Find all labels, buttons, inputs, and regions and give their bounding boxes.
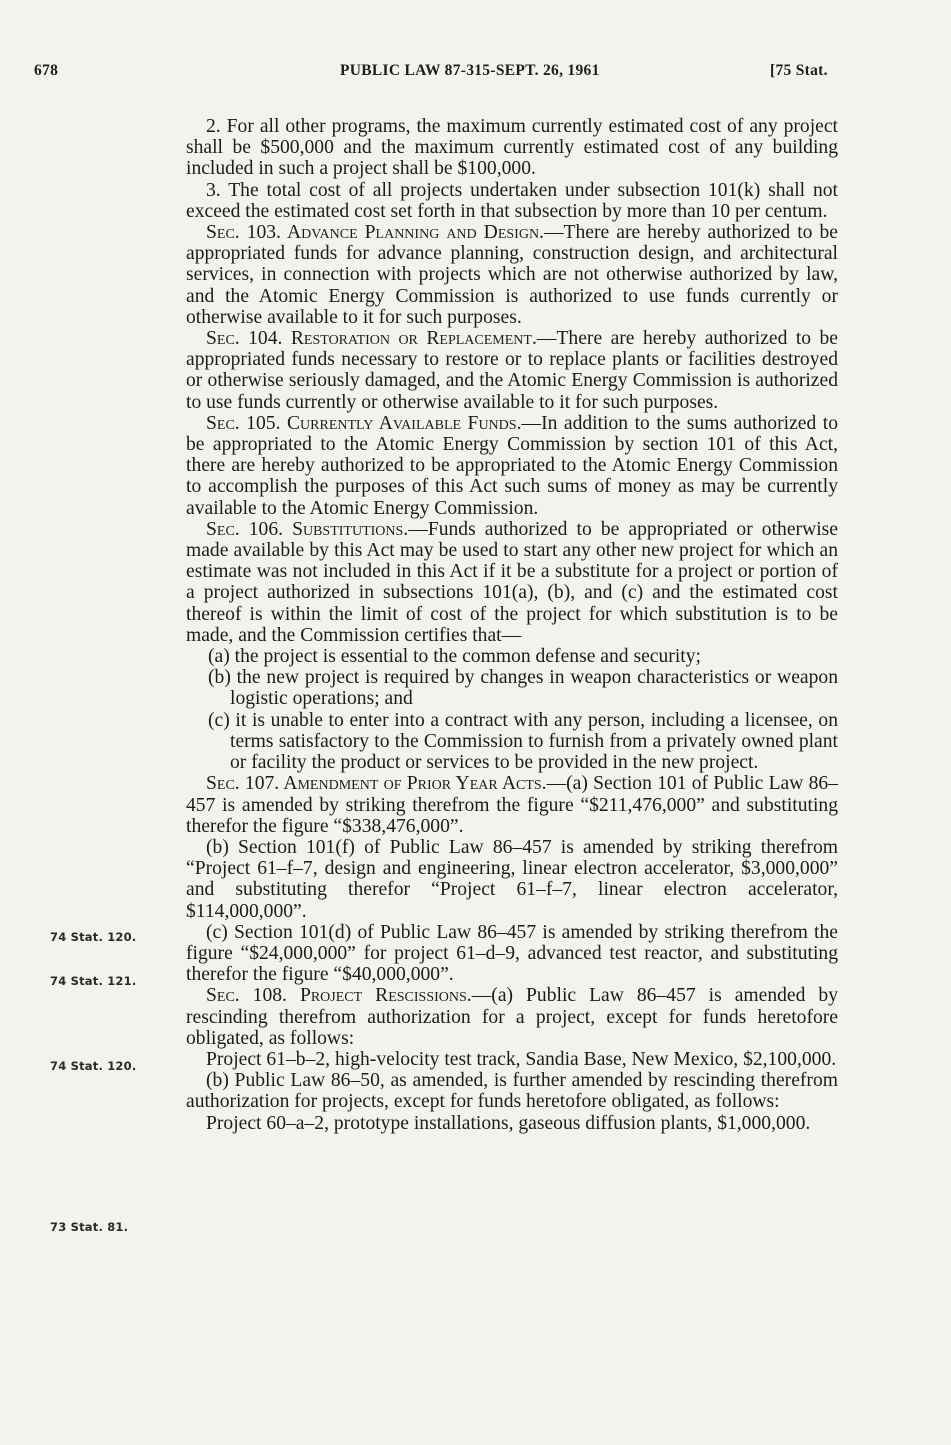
section-text: —(a) Public Law 86–457 is amended by rescinding therefrom authorization for a project, except for funds heretofore obligated, as follows:: [186, 985, 838, 1049]
section-108-project-1: Project 61–b–2, high-velocity test track, Sandia Base, New Mexico, $2,100,000.: [206, 1048, 837, 1070]
margin-note: 74 Stat. 120.: [50, 1059, 137, 1073]
section-107: [186, 773, 838, 837]
section-107-clause-b: (b) Section 101(f) of Public Law 86–457 is amended by striking therefrom “Project 61–f–7, design and engineering, linear electron accelerator, $3,000,000” and substituting therefor “Project 61–f–7, linear electron accelerator, $114,000,000”.: [186, 836, 838, 922]
volume-reference: [75 Stat.: [770, 62, 828, 79]
section-heading: Sec. 105. Currently Available Funds.: [206, 412, 522, 434]
body-text: [186, 116, 838, 1134]
section-106-clause-a: (a) the project is essential to the common defense and security;: [208, 646, 701, 668]
section-text: —(a) Section 101 of Public Law 86–457 is amended by striking therefrom the figure “$211,476,000” and substituting therefor the figure “$338,476,000”.: [186, 773, 838, 837]
section-106-clause-b: (b) the new project is required by changes in weapon characteristics or weapon logistic operations; and: [208, 667, 838, 710]
section-103: [186, 222, 838, 328]
section-108-clause-b: (b) Public Law 86–50, as amended, is further amended by rescinding therefrom authorization for projects, except for funds heretofore obligated, as follows:: [186, 1070, 838, 1113]
section-106: [186, 519, 838, 646]
section-108: [186, 985, 838, 1049]
section-text: —In addition to the sums authorized to be appropriated to the Atomic Energy Commission by section 101 of this Act, there are hereby authorized to be appropriated to the Atomic Energy Commission to accomplish the purposes of this Act such sums of money as may be currently available to the Atomic Energy Commission.: [186, 412, 838, 519]
margin-note: 74 Stat. 120.: [50, 930, 137, 944]
paragraph-item-3: 3. The total cost of all projects undertaken under subsection 101(k) shall not exceed the estimated cost set forth in that subsection by more than 10 per centum.: [186, 179, 838, 222]
margin-note: 73 Stat. 81.: [50, 1220, 129, 1234]
section-heading: Sec. 106. Substitutions.: [206, 518, 409, 540]
page-header: [34, 62, 946, 88]
section-text: —There are hereby authorized to be appropriated funds for advance planning, construction design, and architectural services, in connection with projects which are not otherwise authorized by law, and the Atomic Energy Commission is authorized to use funds currently or otherwise available to it for such purposes.: [186, 222, 838, 328]
section-106-clause-c: (c) it is unable to enter into a contract with any person, including a licensee, on terms satisfactory to the Commission to furnish from a privately owned plant or facility the product or services to be provided in the new project.: [208, 709, 838, 774]
page-number: 678: [34, 62, 59, 79]
section-heading: Sec. 104. Restoration or Replacement.: [206, 328, 537, 350]
section-text: —There are hereby authorized to be appropriated funds necessary to restore or to replace plants or facilities destroyed or otherwise seriously damaged, and the Atomic Energy Commission is authorized to use funds currently or otherwise available to it for such purposes.: [186, 328, 838, 413]
section-108-project-2: Project 60–a–2, prototype installations, gaseous diffusion plants, $1,000,000.: [206, 1112, 811, 1134]
section-text: —Funds authorized to be appropriated or otherwise made available by this Act may be used to start any other new project for which an estimate was not included in this Act if it be a substitute for a project or portion of a project authorized in subsections 101(a), (b), and (c) and the estimated cost thereof is within the limit of cost of the project for which substitution is to be made, and the Commission certifies that—: [186, 518, 838, 646]
margin-note: 74 Stat. 121.: [50, 974, 137, 988]
section-105: [186, 413, 838, 519]
section-heading: Sec. 103. Advance Planning and Design.: [206, 222, 544, 244]
paragraph-item-2: 2. For all other programs, the maximum currently estimated cost of any project shall be $500,000 and the maximum currently estimated cost of any building included in such a project shall be $100,000.: [186, 116, 838, 180]
running-head: PUBLIC LAW 87-315-SEPT. 26, 1961: [340, 62, 600, 79]
section-heading: Sec. 107. Amendment of Prior Year Acts.: [206, 773, 547, 795]
section-heading: Sec. 108. Project Rescissions.: [206, 985, 472, 1007]
section-107-clause-c: (c) Section 101(d) of Public Law 86–457 is amended by striking therefrom the figure “$24,000,000” for project 61–d–9, advanced test reactor, and substituting therefor the figure “$40,000,000”.: [186, 921, 838, 986]
section-104: [186, 328, 838, 413]
